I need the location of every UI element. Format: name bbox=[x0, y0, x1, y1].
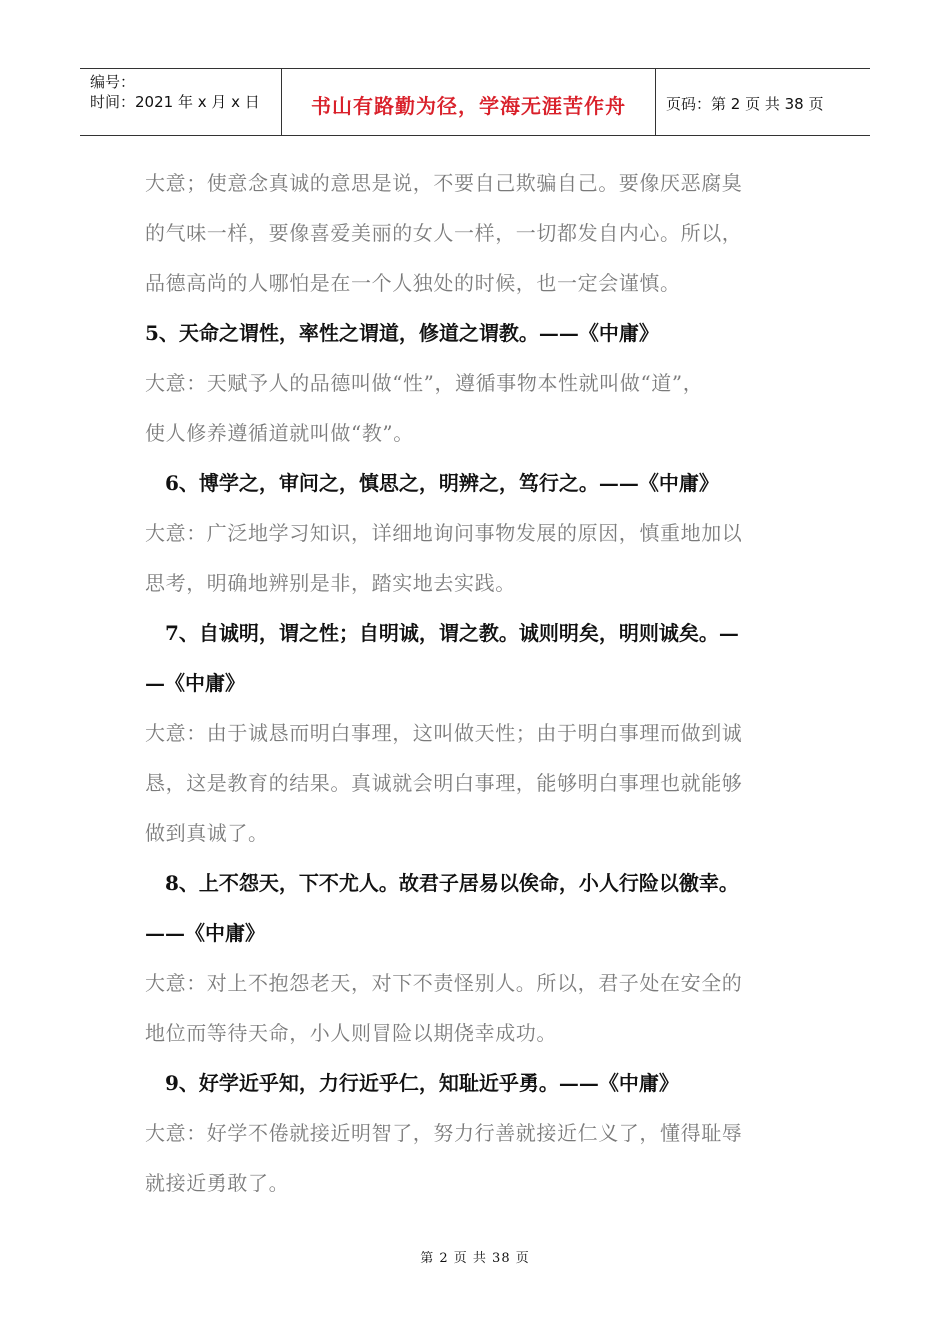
header-motto-cell bbox=[282, 69, 656, 135]
document-body bbox=[145, 158, 805, 1208]
page-info: 页码：第 2 页 共 38 页 bbox=[666, 94, 824, 113]
page-footer bbox=[0, 1247, 950, 1266]
explanation-line: 大意；使意念真诚的意思是说，不要自己欺骗自己。要像厌恶腐臭 bbox=[145, 171, 743, 195]
explanation-line: 大意：对上不抱怨老天，对下不责怪别人。所以，君子处在安全的 bbox=[145, 971, 743, 995]
quote-line-5: 5、天命之谓性，率性之谓道，修道之谓教。——《中庸》 bbox=[145, 321, 659, 345]
explanation-line: 恳，这是教育的结果。真诚就会明白事理，能够明白事理也就能够 bbox=[145, 771, 743, 795]
quote-line-9: 9、好学近乎知，力行近乎仁，知耻近乎勇。——《中庸》 bbox=[165, 1071, 679, 1095]
time-label: 时间：2021 年 x 月 x 日 bbox=[90, 93, 260, 111]
number-label: 编号： bbox=[90, 73, 136, 91]
quote-line-8-cont: ——《中庸》 bbox=[145, 921, 265, 945]
explanation-line: 大意：天赋予人的品德叫做“性”，遵循事物本性就叫做“道”， bbox=[145, 371, 704, 395]
explanation-line: 使人修养遵循道就叫做“教”。 bbox=[145, 421, 414, 445]
explanation-line: 大意：好学不倦就接近明智了，努力行善就接近仁义了，懂得耻辱 bbox=[145, 1121, 743, 1145]
footer-page-number: 第 2 页 共 38 页 bbox=[420, 1251, 530, 1266]
header-meta-cell bbox=[80, 69, 282, 135]
explanation-line: 的气味一样，要像喜爱美丽的女人一样，一切都发自内心。所以， bbox=[145, 221, 743, 245]
quote-line-8: 8、上不怨天，下不尤人。故君子居易以俟命，小人行险以徼幸。 bbox=[165, 871, 739, 895]
explanation-line: 地位而等待天命，小人则冒险以期侥幸成功。 bbox=[145, 1021, 557, 1045]
explanation-line: 思考，明确地辨别是非，踏实地去实践。 bbox=[145, 571, 516, 595]
explanation-line: 大意：由于诚恳而明白事理，这叫做天性；由于明白事理而做到诚 bbox=[145, 721, 743, 745]
quote-line-7: 7、自诚明，谓之性；自明诚，谓之教。诚则明矣，明则诚矣。— bbox=[165, 621, 739, 645]
quote-line-6: 6、博学之，审问之，慎思之，明辨之，笃行之。——《中庸》 bbox=[165, 471, 719, 495]
explanation-line: 品德高尚的人哪怕是在一个人独处的时候，也一定会谨慎。 bbox=[145, 271, 681, 295]
explanation-line: 做到真诚了。 bbox=[145, 821, 269, 845]
motto-text: 书山有路勤为径，学海无涯苦作舟 bbox=[311, 93, 626, 118]
document-header bbox=[80, 68, 870, 136]
explanation-line: 就接近勇敢了。 bbox=[145, 1171, 290, 1195]
explanation-line: 大意：广泛地学习知识，详细地询问事物发展的原因，慎重地加以 bbox=[145, 521, 743, 545]
quote-line-7-cont: —《中庸》 bbox=[145, 671, 245, 695]
header-page-cell bbox=[656, 69, 870, 135]
